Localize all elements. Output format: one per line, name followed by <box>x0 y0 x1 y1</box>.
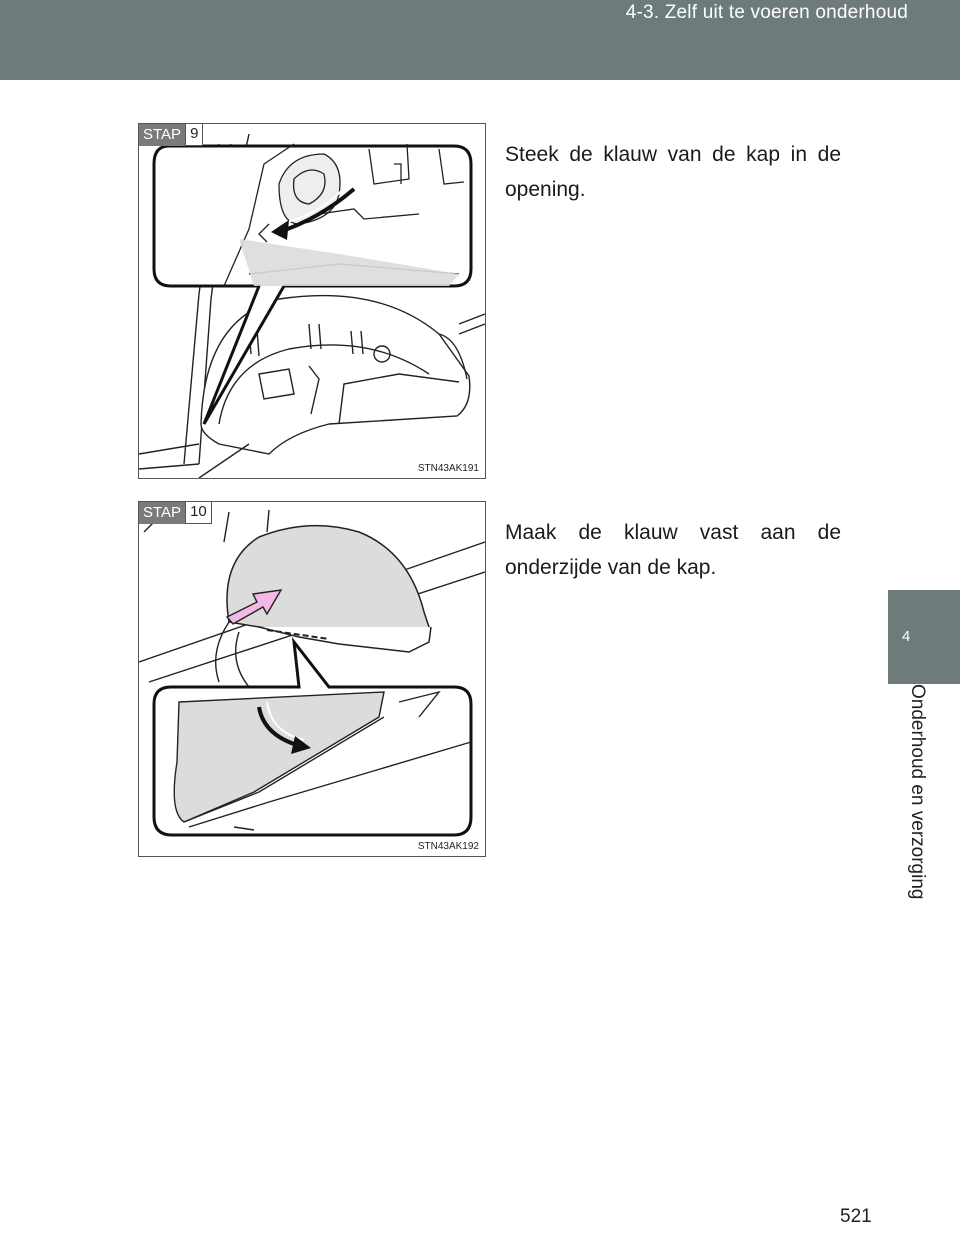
chapter-number: 4 <box>902 628 911 645</box>
chapter-tab <box>888 590 960 684</box>
figure-code: STN43AK191 <box>417 463 479 474</box>
step-badge-number: 10 <box>185 502 212 524</box>
step-badge <box>139 502 212 524</box>
page-header <box>0 0 960 80</box>
step-badge-label: STAP <box>139 124 185 146</box>
step-badge-label: STAP <box>139 502 185 524</box>
figure-code: STN43AK192 <box>417 841 479 852</box>
step-10-illustration <box>138 501 486 857</box>
page-number: 521 <box>840 1206 872 1227</box>
step-badge <box>139 124 203 146</box>
mirror-cover-drawing <box>139 502 485 856</box>
step-9-instruction: Steek de klauw van de kap in de opening. <box>505 143 841 201</box>
step-9-illustration <box>138 123 486 479</box>
mirror-housing-drawing <box>139 124 485 478</box>
chapter-title: Onderhoud en verzorging <box>907 684 928 900</box>
step-badge-number: 9 <box>185 124 203 146</box>
step-10-instruction: Maak de klauw vast aan de onderzijde van de kap. <box>505 521 841 579</box>
chapter-label-strip <box>888 684 960 944</box>
section-title: 4-3. Zelf uit te voeren onderhoud <box>625 2 908 23</box>
